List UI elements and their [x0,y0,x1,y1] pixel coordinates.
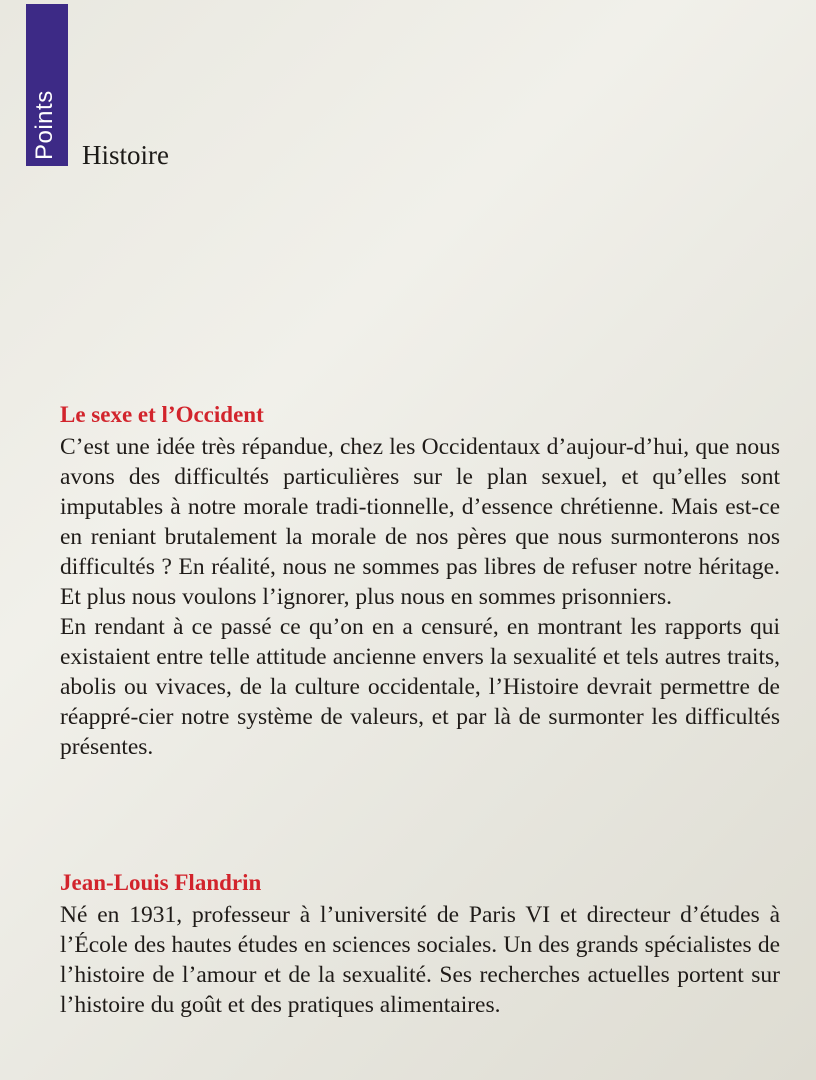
author-bio: Né en 1931, professeur à l’université de Paris VI et directeur d’études à l’École des hautes études en sciences sociales. Un des grands spécialistes de l’histoire de l’amour et de la sexualité. Ses recherches actuelles portent sur l’histoire du goût et des pratiques alimentaires. [60,902,780,1018]
author-heading: Jean-Louis Flandrin [60,870,262,895]
author-section [60,868,780,1020]
collection-title: Histoire [82,140,169,170]
about-paragraph-2: En rendant à ce passé ce qu’on en a censuré, en montrant les rapports qui existaient entre telle attitude ancienne envers la sexualité et tels autres traits, abolis ou vivaces, de la culture occidentale, l’Histoire devrait permettre de réappré-cier notre système de valeurs, et par là de surmonter les difficultés présentes. [60,614,780,760]
about-section [60,400,780,762]
about-paragraph-1: C’est une idée très répandue, chez les Occidentaux d’aujour-d’hui, que nous avons des difficultés particulières sur le plan sexuel, et qu’elles sont imputables à notre morale tradi-tionnelle, d’essence chrétienne. Mais est-ce en reniant brutalement la morale de nos pères que nous surmonterons nos difficultés ? En réalité, nous ne sommes pas libres de refuser notre héritage. Et plus nous voulons l’ignorer, plus nous en sommes prisonniers. [60,434,780,610]
series-band [26,4,68,166]
about-heading: Le sexe et l’Occident [60,402,264,427]
series-label: Points [31,90,58,160]
